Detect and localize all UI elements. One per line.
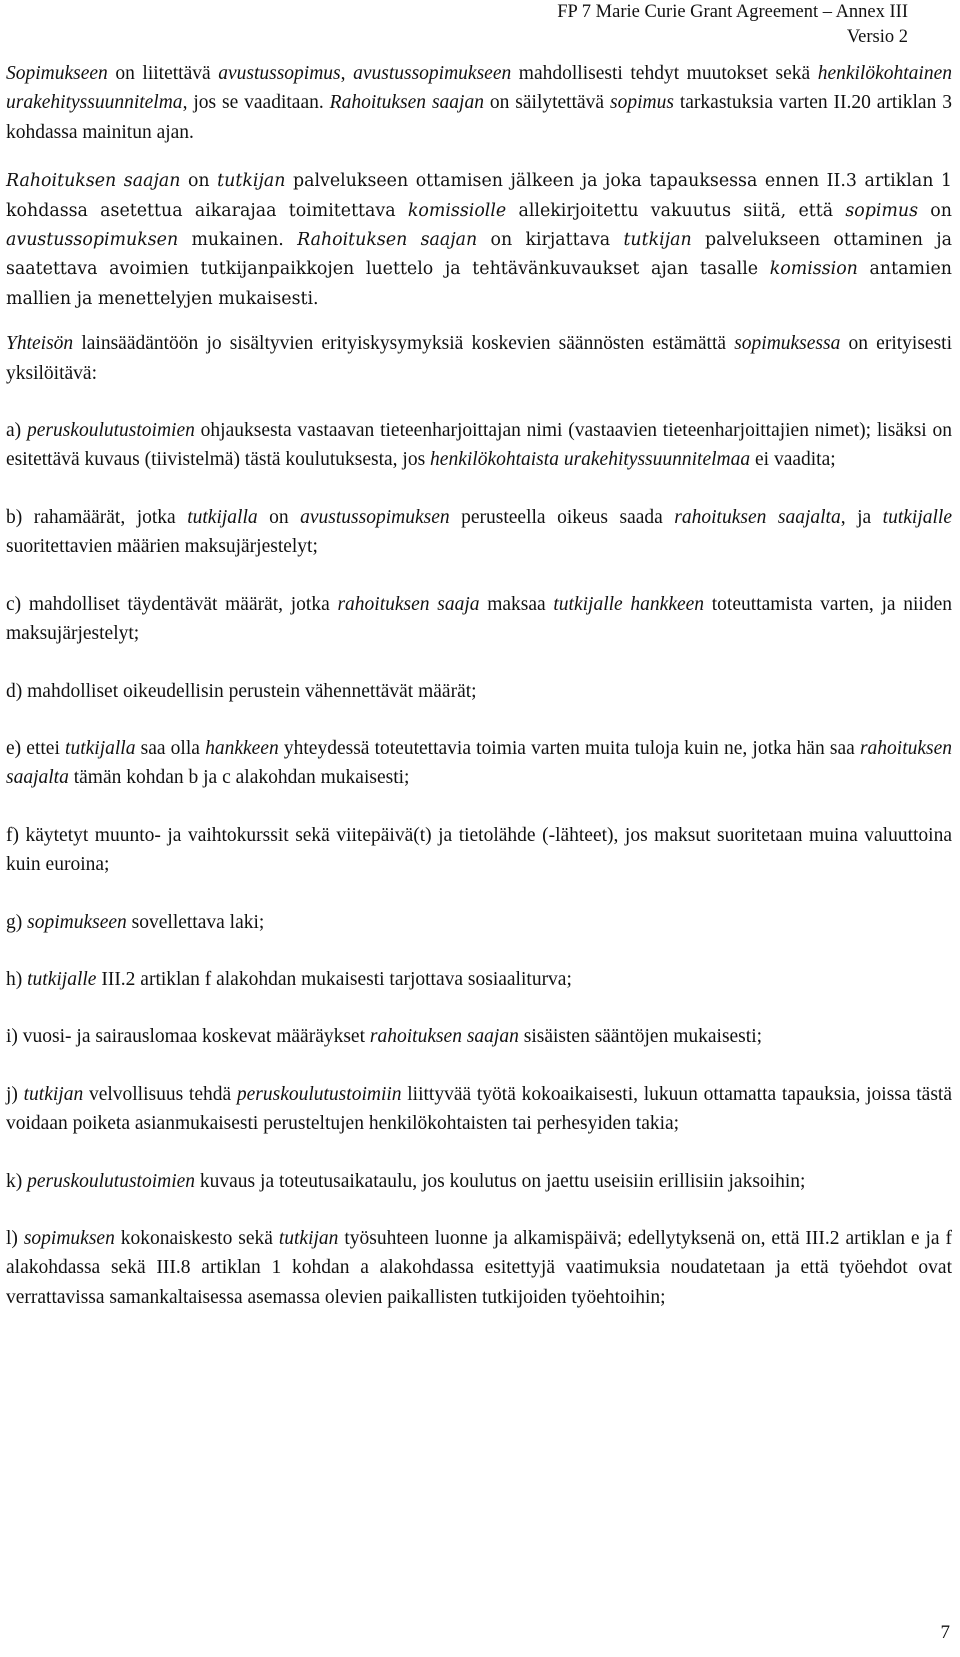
text-run: l): [6, 1227, 24, 1249]
italic-term: hankkeen: [205, 737, 279, 759]
paragraph: [6, 1080, 952, 1139]
text-run: III.2 artiklan f alakohdan mukaisesti tarjottava sosiaaliturva;: [96, 968, 572, 990]
paragraph: [6, 734, 952, 793]
italic-term: peruskoulutustoimien: [27, 1170, 196, 1192]
italic-term: rahoituksen saajalta: [674, 506, 841, 528]
text-run: liittyvää työtä kokoaikaisesti, lukuun ottamatta tapauksia, joissa tästä voidaan poiketa asianmukaisesti perusteltujen henkilökohtaisten tai perhesyiden takia;: [6, 1083, 952, 1135]
paragraph: [6, 416, 952, 475]
italic-term: komissiolle: [407, 200, 507, 221]
italic-term: tutkijan: [278, 1227, 339, 1249]
italic-term: henkilökohtaista urakehityssuunnitelmaa: [430, 449, 751, 471]
header-version: Versio 2: [846, 27, 908, 47]
text-run: mukainen.: [178, 230, 298, 251]
paragraph: [6, 965, 952, 994]
text-run: tämän kohdan b ja c alakohdan mukaisesti;: [68, 767, 410, 789]
page-number: 7: [940, 1622, 950, 1643]
paragraph: [6, 677, 952, 706]
text-run: suoritettavien määrien maksujärjestelyt;: [6, 536, 318, 558]
text-run: e) ettei: [6, 737, 66, 759]
paragraph: [6, 59, 952, 147]
text-run: palvelukseen ottamisen jälkeen ja joka tapauksessa ennen II.3 artiklan 1 kohdassa asetettua aikarajaa toimitettava: [6, 171, 953, 221]
italic-term: sopimuksessa: [734, 333, 841, 355]
italic-term: rahoituksen saaja: [337, 593, 480, 615]
paragraph: [6, 590, 952, 649]
italic-term: Sopimukseen: [6, 63, 108, 84]
italic-term: avustussopimus: [218, 63, 341, 84]
text-run: on: [180, 171, 218, 192]
text-run: mahdollisesti tehdyt muutokset sekä: [511, 63, 818, 84]
italic-term: sopimuksen: [23, 1227, 115, 1249]
italic-term: tutkijalla: [65, 737, 136, 759]
text-run: sovellettava laki;: [126, 911, 265, 933]
text-run: palvelukseen ottaminen ja saatettava avoimien tutkijanpaikkojen luettelo ja tehtävänkuvaukset ajan tasalle: [6, 230, 953, 280]
paragraph: [6, 1167, 952, 1196]
paragraph: [6, 1022, 952, 1051]
text-run: on säilytettävä: [483, 92, 610, 114]
paragraph: [6, 1224, 952, 1312]
text-run: on: [918, 200, 952, 221]
italic-term: peruskoulutustoimiin: [236, 1083, 402, 1105]
text-run: työsuhteen luonne ja alkamispäivä; edellytyksenä on, että III.2 artiklan e ja f alakohdassa sekä III.8 artiklan 1 kohdan a alakohdassa esitettyjä vaatimuksia noudatetaan ja että työehdot ovat verrattavissa samankaltaisessa asemassa olevien paikallisten tutkijoiden työehtoihin;: [6, 1227, 952, 1308]
text-run: perusteella oikeus saada: [449, 506, 675, 528]
italic-term: tutkijalle: [27, 968, 97, 990]
italic-term: sopimukseen: [27, 911, 127, 933]
text-run: yhteydessä toteutettavia toimia varten muita tuloja kuin ne, jotka hän saa: [278, 737, 860, 759]
italic-term: tutkijan: [217, 171, 286, 192]
paragraph: [6, 503, 952, 562]
text-run: k): [6, 1170, 28, 1192]
text-run: i) vuosi- ja sairauslomaa koskevat määräykset: [6, 1026, 370, 1048]
italic-term: sopimus: [845, 200, 919, 221]
italic-term: henkilökohtainen urakehityssuunnitelma: [6, 63, 952, 114]
text-run: on liitettävä: [107, 63, 219, 84]
text-run: ,: [340, 63, 354, 84]
italic-term: komission: [769, 259, 858, 280]
text-run: d) mahdolliset oikeudellisin perustein vähennettävät määrät;: [6, 680, 477, 702]
text-run: velvollisuus tehdä: [83, 1083, 237, 1105]
document-header: [557, 0, 908, 50]
text-run: lainsäädäntöön jo sisältyvien erityiskysymyksiä koskevien säännösten estämättä: [73, 333, 735, 355]
italic-term: tutkijan: [23, 1083, 84, 1105]
italic-term: tutkijalle hankkeen: [553, 593, 705, 615]
italic-term: rahoituksen saajalta: [6, 737, 953, 789]
text-run: on: [257, 506, 301, 528]
document-body: [6, 59, 952, 1312]
text-run: tarkastuksia varten II.20 artiklan 3 kohdassa mainitun ajan.: [6, 92, 952, 143]
italic-term: tutkijalla: [187, 506, 258, 528]
italic-term: tutkijan: [623, 230, 692, 251]
header-title: FP 7 Marie Curie Grant Agreement – Annex III: [557, 2, 908, 22]
italic-term: avustussopimuksen: [300, 506, 450, 528]
italic-term: Rahoituksen saajan: [329, 92, 484, 114]
italic-term: Rahoituksen saajan: [297, 230, 478, 251]
italic-term: avustussopimukseen: [353, 63, 512, 84]
italic-term: sopimus: [610, 92, 674, 114]
paragraph: [6, 329, 952, 388]
text-run: toteuttamista varten, ja niiden maksujärjestelyt;: [6, 593, 953, 645]
text-run: ei vaadita;: [750, 449, 836, 471]
text-run: f) käytetyt muunto- ja vaihtokurssit sekä viitepäivä(t) ja tietolähde (-lähteet), jos maksut suoritetaan muina valuuttoina kuin euroina;: [6, 824, 952, 876]
text-run: h): [6, 968, 28, 990]
paragraph: [6, 908, 952, 937]
paragraph: [6, 821, 952, 880]
italic-term: Yhteisön: [6, 333, 74, 355]
text-run: j): [6, 1083, 24, 1105]
text-run: , jos se vaaditaan.: [182, 92, 330, 114]
text-run: kuvaus ja toteutusaikataulu, jos koulutus on jaettu useisiin erillisiin jaksoihin;: [195, 1170, 806, 1192]
text-run: maksaa: [479, 593, 554, 615]
text-run: ohjauksesta vastaavan tieteenharjoittajan nimi (vastaavien tieteenharjoittajien nimet); lisäksi on esitettävä kuvaus (tiivistelmä) tästä koulutuksesta, jos: [6, 420, 953, 471]
italic-term: avustussopimuksen: [6, 230, 179, 251]
text-run: on erityisesti yksilöitävä:: [6, 333, 953, 384]
text-run: kokonaiskesto sekä: [114, 1227, 279, 1249]
paragraph: [6, 167, 952, 314]
text-run: , ja: [840, 506, 883, 528]
italic-term: rahoituksen saajan: [369, 1026, 519, 1048]
text-run: sisäisten sääntöjen mukaisesti;: [518, 1026, 763, 1048]
italic-term: Rahoituksen saajan: [6, 171, 181, 192]
text-run: allekirjoitettu vakuutus siitä, että: [506, 200, 846, 221]
text-run: g): [6, 911, 28, 933]
text-run: on kirjattava: [477, 230, 624, 251]
text-run: a): [6, 420, 27, 442]
italic-term: peruskoulutustoimien: [26, 420, 195, 442]
text-run: c) mahdolliset täydentävät määrät, jotka: [6, 593, 338, 615]
text-run: saa olla: [135, 737, 206, 759]
text-run: b) rahamäärät, jotka: [6, 506, 188, 528]
italic-term: tutkijalle: [882, 506, 952, 528]
text-run: antamien mallien ja menettelyjen mukaisesti.: [6, 259, 953, 309]
